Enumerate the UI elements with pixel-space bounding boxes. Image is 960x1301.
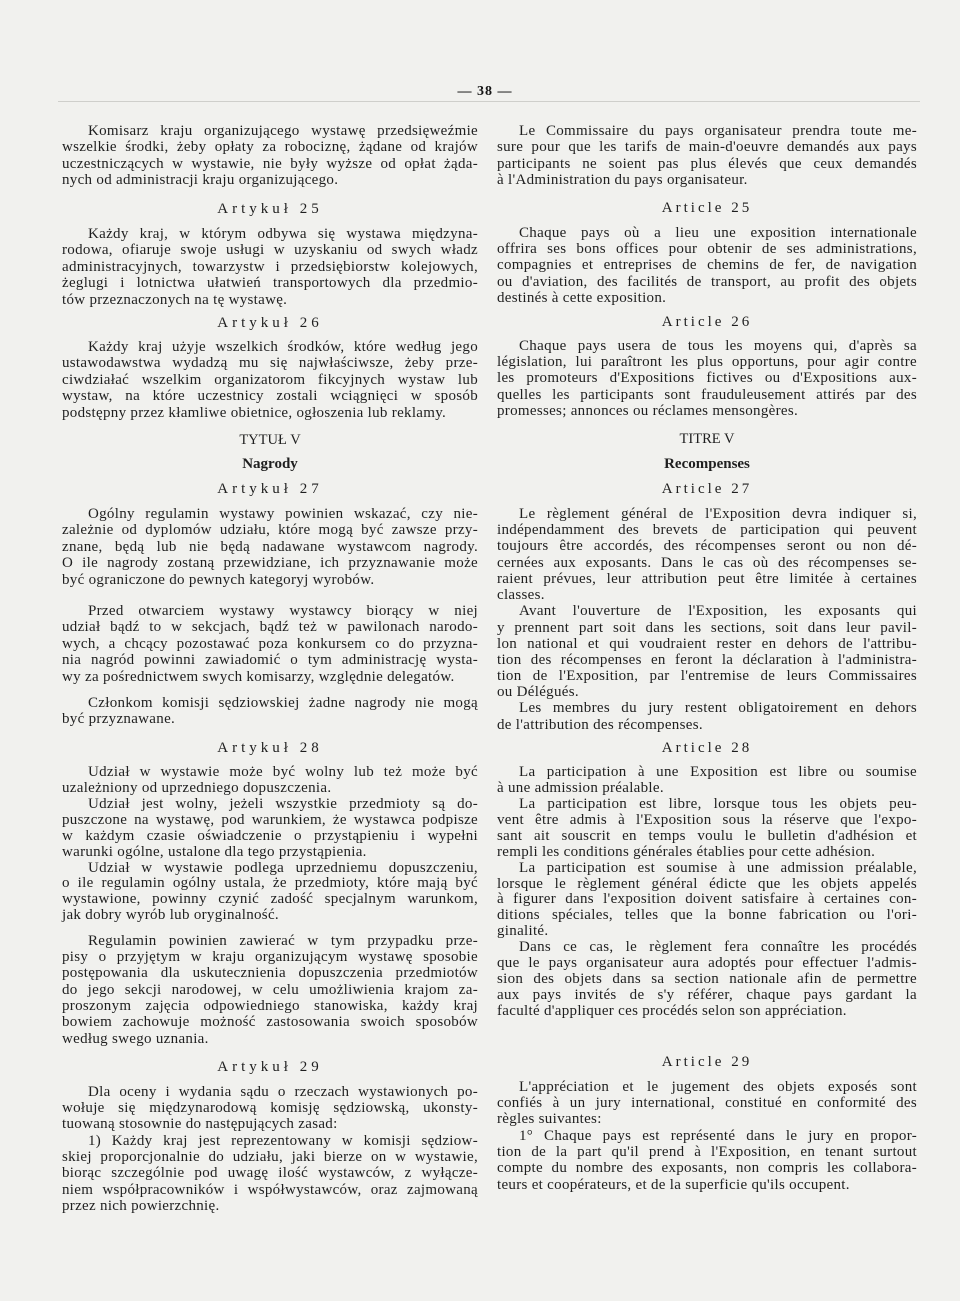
paragraph-line: administracyjnych, towarzystw i przedsiębiorstw kolejowych, <box>62 258 478 275</box>
paragraph-line: rempli les conditions générales établies pour cette adhésion. <box>497 843 876 860</box>
paragraph-line: participants ne soient pas plus élevés que ceux demandés <box>497 155 917 172</box>
paragraph-line: nia nagród powinni zawiadomić o tym administrację wysta- <box>62 652 478 669</box>
title-heading: TYTUŁ V <box>239 432 301 448</box>
paragraph-line: lorsque le règlement général édicte que les objets appelés <box>497 875 917 892</box>
french-text-column <box>497 0 917 1301</box>
paragraph-line: podstępny przez kłamliwe obietnice, ogłoszenia lub reklamy. <box>62 404 447 421</box>
paragraph-line: być ograniczone do pewnych kategoryj wyrobów. <box>62 571 375 588</box>
paragraph-line: Każdy kraj użyje wszelkich środków, które według jego <box>88 338 478 355</box>
article-heading: Article 26 <box>661 314 753 330</box>
paragraph-line: de l'attribution des récompenses. <box>497 716 703 733</box>
paragraph-line: przez nich powierzchnię. <box>62 1198 220 1215</box>
article-heading: Artykuł 25 <box>217 201 323 217</box>
paragraph-line: Ogólny regulamin wystawy powinien wskazać, czy nie- <box>88 505 478 522</box>
paragraph-line: tion de la part qu'il prend à l'Exposition, en tenant surtout <box>497 1144 917 1161</box>
paragraph-line: Każdy kraj, w którym odbywa się wystawa międzyna- <box>88 225 478 242</box>
paragraph-line: sion des objets dans sa section nationale afin de permettre <box>497 970 917 987</box>
paragraph-line: L'appréciation et le jugement des objets exposés sont <box>519 1078 917 1095</box>
paragraph-line: compagnies et entreprises de chemins de fer, de navigation <box>497 257 917 274</box>
section-heading: Nagrody <box>242 456 298 472</box>
paragraph-line: 1° Chaque pays est représenté dans le jury en propor- <box>519 1127 917 1144</box>
paragraph-line: législation, lui paraîtront les plus opportuns, pour agir contre <box>497 354 917 371</box>
paragraph-line: cernées aux exposants. Dans le cas où des récompenses se- <box>497 554 917 571</box>
paragraph-line: ciwdziałać wszelkim organizatorom fikcyjnych wystaw lub <box>62 371 478 388</box>
article-heading: Article 27 <box>661 481 753 497</box>
paragraph-line: Regulamin powinien zawierać w tym przypadku prze- <box>88 932 478 949</box>
paragraph-line: Les membres du jury restent obligatoirement en dehors <box>519 700 917 717</box>
paragraph-line: Avant l'ouverture de l'Exposition, les exposants qui <box>519 603 917 620</box>
paragraph-line: ditions spéciales, telles que la bonne fabrication ou l'ori- <box>497 907 917 924</box>
paragraph-line: Chaque pays où a lieu une exposition internationale <box>519 224 917 241</box>
paragraph-line: La participation à une Exposition est libre ou soumise <box>519 764 917 781</box>
paragraph-line: wszelkie środki, żeby opłaty za robociznę, żądane od krajów <box>62 139 478 156</box>
paragraph-line: que le pays organisateur aura adoptés pour effectuer l'admis- <box>497 954 917 971</box>
paragraph-line: tuowaną stosownie do następujących zasad: <box>62 1116 338 1133</box>
paragraph-line: ou d'aviation, des facilités de transport, au profit des objets <box>497 273 917 290</box>
paragraph-line: wystawione, powinny czynić zadość specjalnym warunkom, <box>62 891 478 908</box>
paragraph-line: pisy o przyjętym w kraju organizującym wystawę sposobie <box>62 949 478 966</box>
paragraph-line: ginalité. <box>497 923 549 940</box>
paragraph-line: tów przeznaczonych na tę wystawę. <box>62 291 288 308</box>
paragraph-line: postępowania dla uskutecznienia dopuszczenia przedmiotów <box>62 965 478 982</box>
paragraph-line: toujours être accordés, des récompenses seront ou non dé- <box>497 538 917 555</box>
paragraph-line: wy za pośrednictwem swych komisarzy, względnie delegatów. <box>62 668 455 685</box>
paragraph-line: offrira ses bons offices pour obtenir de ses administrations, <box>497 241 917 258</box>
paragraph-line: compte du nombre des exposants, non compris les collabora- <box>497 1160 917 1177</box>
section-heading: Recompenses <box>664 456 750 472</box>
paragraph-line: Le règlement général de l'Exposition devra indiquer si, <box>519 505 917 522</box>
paragraph-line: wystaw, na które uczestnicy zostali wciągnięci w sposób <box>62 388 478 405</box>
paragraph-line: w każdym czasie oświadczenie o przystąpieniu i wypełni <box>62 827 478 844</box>
paragraph-line: Dans ce cas, le règlement fera connaître les procédés <box>519 939 917 956</box>
paragraph-line: Dla oceny i wydania sądu o rzeczach wystawionych po- <box>88 1083 478 1100</box>
paragraph-line: Komisarz kraju organizującego wystawę przedsięweźmie <box>88 122 478 139</box>
article-heading: Artykuł 28 <box>217 740 323 756</box>
paragraph-line: Chaque pays usera de tous les moyens qui, d'après sa <box>519 337 917 354</box>
paragraph-line: sant ait souscrit en temps voulu le bulletin d'adhésion et <box>497 827 917 844</box>
paragraph-line: les promoteurs d'Expositions fictives ou d'Expositions aux- <box>497 370 917 387</box>
paragraph-line: O ile nagrody zostaną przewidziane, ich przyznawanie może <box>62 555 478 572</box>
paragraph-line: wych, a chcący pozostawać poza konkursem co do przyzna- <box>62 635 478 652</box>
paragraph-line: vent être admis à l'Exposition sous la réserve que l'expo- <box>497 811 917 828</box>
paragraph-line: 1) Każdy kraj jest reprezentowany w komisji sędziow- <box>88 1132 478 1149</box>
article-heading: Artykuł 26 <box>217 315 323 331</box>
page-number: — 38 — <box>457 84 513 99</box>
paragraph-line: proszonym zajęcia odpowiedniego stanowiska, każdy kraj <box>62 998 478 1015</box>
article-heading: Article 25 <box>661 200 753 216</box>
paragraph-line: o ile regulamin ogólny ustala, że przedmioty, które mają być <box>62 875 478 892</box>
paragraph-line: tion des récompenses en feront la déclaration à l'administra- <box>497 652 917 668</box>
paragraph-line: faculté d'appliquer ces procédés selon son appréciation. <box>497 1002 847 1019</box>
paragraph-line: do jego sekcji narodowej, w celu umożliwienia krajom za- <box>62 981 478 998</box>
paragraph-line: Przed otwarciem wystawy wystawcy biorący w niej <box>88 602 478 619</box>
paragraph-line: promesses; annonces ou réclames mensongères. <box>497 403 799 420</box>
polish-text-column <box>62 0 478 1301</box>
paragraph-line: aux pays invités de s'y référer, chaque pays gardant la <box>497 986 917 1003</box>
paragraph-line: raient prévues, leur attribution peut être limitée à certaines <box>497 570 917 587</box>
paragraph-line: règles suivantes: <box>497 1111 602 1128</box>
paragraph-line: rodowa, ofiaruje swoje usługi w uzyskaniu od swych władz <box>62 242 478 259</box>
paragraph-line: nych od administracji kraju organizującego. <box>62 172 339 189</box>
paragraph-line: skiej proporcjonalnie do udziału, jaki bierze on w wystawie, <box>62 1149 478 1166</box>
paragraph-line: jak dobry wyrób lub oryginalność. <box>62 907 279 924</box>
paragraph-line: indépendamment des brevets de participation qui peuvent <box>497 522 917 539</box>
article-heading: Article 28 <box>661 740 753 756</box>
paragraph-line: biorąc szczególnie pod uwagę ilość wystawców, z wyłącze- <box>62 1165 478 1182</box>
paragraph-line: Udział w wystawie może być wolny lub też może być <box>88 764 478 781</box>
paragraph-line: być przyznawane. <box>62 711 176 728</box>
article-heading: Artykuł 29 <box>217 1059 323 1075</box>
paragraph-line: uczestniczących w wystawie, nie były wyższe od opłat żąda- <box>62 155 478 172</box>
paragraph-line: ustawodawstwa wydadzą mu się najwłaściwsze, żeby prze- <box>62 355 478 372</box>
article-heading: Article 29 <box>661 1054 753 1070</box>
paragraph-line: à une admission préalable. <box>497 779 664 796</box>
paragraph-line: confiés à un jury international, constitué en conformité des <box>497 1095 917 1112</box>
paragraph-line: bowiem zachowuje możność zastosowania swoich sposobów <box>62 1014 478 1031</box>
paragraph-line: warunki ogólne, ustalone dla tego przystąpienia. <box>62 843 367 860</box>
paragraph-line: udział bądź to w sekcjach, bądź też w pawilonach narodo- <box>62 619 478 636</box>
paragraph-line: teurs et coopérateurs, et de la superficie qu'ils occupent. <box>497 1176 850 1193</box>
paragraph-line: żeglugi i lotnictwa ułatwień transportowych dla przedmio- <box>62 275 478 292</box>
article-heading: Artykuł 27 <box>217 481 323 497</box>
paragraph-line: quelles les participants sont frauduleusement attirés par des <box>497 386 917 403</box>
paragraph-line: Udział w wystawie podlega uprzedniemu dopuszczeniu, <box>88 859 478 876</box>
paragraph-line: Udział jest wolny, jeżeli wszystkie przedmioty są do- <box>88 796 478 813</box>
paragraph-line: La participation est libre, lorsque tous les objets peu- <box>519 796 917 813</box>
paragraph-line: puszczone na wystawę, pod warunkiem, że wystawca podpisze <box>62 811 478 828</box>
paragraph-line: tion de l'Exposition, par l'entremise de leurs Commissaires <box>497 668 917 685</box>
paragraph-line: Członkom komisji sędziowskiej żadne nagrody nie mogą <box>88 694 478 711</box>
paragraph-line: zależnie od dyplomów udziału, które mogą być zawsze przy- <box>62 522 478 539</box>
paragraph-line: ou Délégués. <box>497 684 579 701</box>
paragraph-line: uzależniony od uprzedniego dopuszczenia. <box>62 779 332 796</box>
paragraph-line: znane, będą lub nie będą nadawane wystawcom nagrody. <box>62 538 478 555</box>
paragraph-line: y prennent part soit dans les sections, soit dans leur pavil- <box>497 619 917 636</box>
paragraph-line: destinés à cette exposition. <box>497 290 667 307</box>
paragraph-line: lon national et qui voudraient rester en dehors de l'attribu- <box>497 635 917 652</box>
paragraph-line: wołuje się międzynarodową komisję sędziowską, ukonsty- <box>62 1100 478 1117</box>
paragraph-line: à figurer dans l'exposition doivent satisfaire à certaines con- <box>497 891 917 908</box>
paragraph-line: à l'Administration du pays organisateur. <box>497 172 748 188</box>
paragraph-line: classes. <box>497 586 545 603</box>
paragraph-line: według swego uznania. <box>62 1030 209 1047</box>
paragraph-line: niem współpracowników i współwystawców, oraz zajmowaną <box>62 1181 478 1198</box>
paragraph-line: Le Commissaire du pays organisateur prendra toute me- <box>519 122 917 139</box>
paragraph-line: La participation est soumise à une admission préalable, <box>519 859 917 876</box>
paragraph-line: sure pour que les tarifs de main-d'oeuvre demandés aux pays <box>497 139 917 156</box>
title-heading: TITRE V <box>679 431 735 447</box>
